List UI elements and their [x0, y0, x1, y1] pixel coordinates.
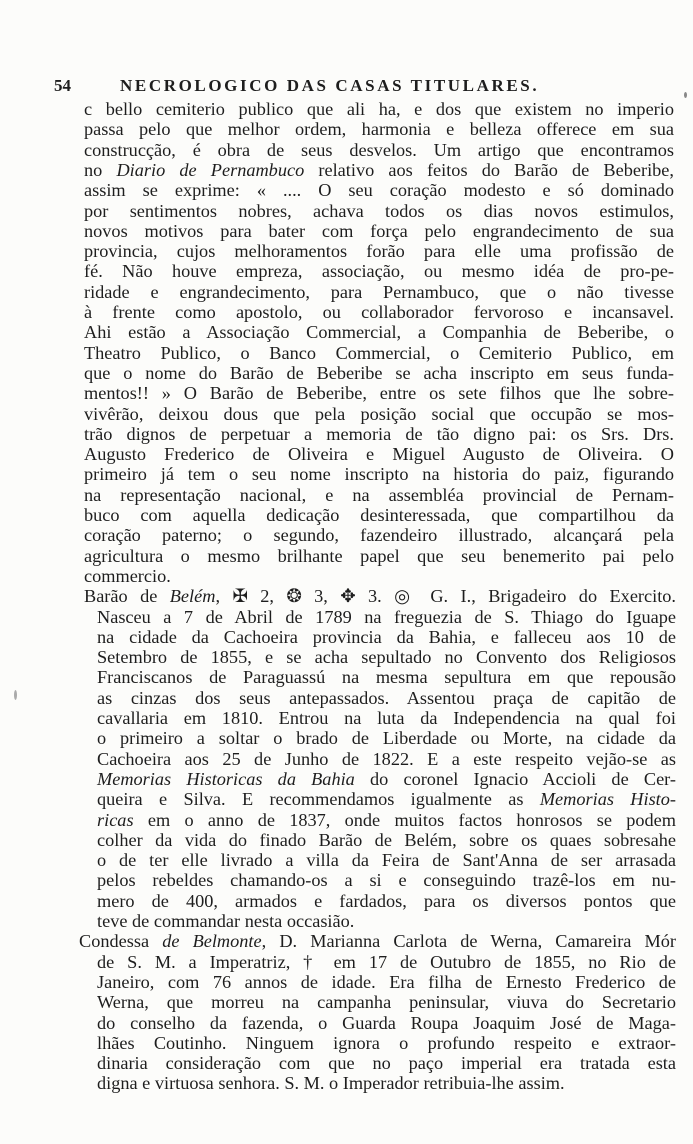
text-segment: Barão de [84, 586, 170, 607]
page-number: 54 [54, 76, 71, 95]
text-line [97, 992, 676, 1012]
text-segment: na cidade da Cachoeira provincia da Bahia, e falleceu aos 10 de [97, 626, 676, 647]
text-line [84, 221, 674, 241]
text-line [84, 241, 674, 261]
text-line [84, 586, 676, 606]
text-segment: em o anno de 1837, onde muitos factos honrosos se podem [133, 809, 676, 830]
text-line [84, 140, 674, 160]
text-line [97, 1013, 676, 1033]
text-line [97, 1033, 676, 1053]
text-segment: Werna, que morreu na campanha peninsular, viuva do Secretario [97, 992, 676, 1013]
text-segment: passa pelo que melhor ordem, harmonia e belleza offerece em sua [84, 119, 674, 140]
text-line [84, 160, 674, 180]
text-segment: Theatro Publico, o Banco Commercial, o Cemiterio Publico, em [84, 342, 674, 363]
text-segment: que o nome do Barão de Beberibe se acha inscripto em seus funda- [84, 362, 674, 383]
italic-text: ricas [97, 809, 134, 830]
text-line [97, 708, 676, 728]
text-segment: mero de 400, armados e fardados, para os diversos pontos que [97, 890, 676, 911]
text-segment: pelos rebeldes chamando-os a si e conseguindo trazê-los em nu- [97, 870, 676, 891]
text-line [84, 261, 674, 281]
text-line [97, 647, 676, 667]
text-segment: vivêrão, deixou dous que pela posição social que occupão se mos- [84, 403, 674, 424]
text-line [84, 404, 674, 424]
text-line [84, 302, 674, 322]
text-segment: por sentimentos nobres, achava todos os dias novos estimulos, [84, 200, 674, 221]
text-line [84, 201, 674, 221]
text-line [84, 363, 674, 383]
text-segment: o de ter elle livrado a villa da Feira de Sant'Anna de ser arrasada [97, 850, 676, 871]
text-segment: , D. Marianna Carlota de Werna, Camareira Mór [261, 931, 676, 952]
text-segment: à frente como apostolo, ou collaborador fervoroso e incansavel. [84, 302, 674, 322]
text-line [84, 383, 674, 403]
text-line [97, 850, 676, 870]
text-segment: no [84, 159, 117, 180]
text-line [84, 282, 674, 302]
text-line [97, 627, 676, 647]
text-segment: Augusto Frederico de Oliveira e Miguel Augusto de Oliveira. O [84, 444, 674, 465]
text-segment: colher da vida do finado Barão de Belém, sobre os quaes sobresahe [97, 829, 676, 850]
scan-speck [14, 690, 17, 700]
text-segment: Ahi estão a Associação Commercial, a Companhia de Beberibe, o [84, 322, 674, 343]
text-line [97, 749, 676, 769]
text-segment: construcção, é obra de seus desvelos. Um artigo que encontramos [84, 139, 674, 160]
text-line [84, 464, 674, 484]
text-line [97, 891, 676, 911]
text-line [84, 99, 674, 119]
text-segment: relativo aos feitos do Barão de Beberibe, [304, 159, 674, 180]
text-line [84, 525, 674, 545]
text-segment: fé. Não houve empreza, associação, ou mesmo idéa de pro-pe- [84, 261, 674, 282]
text-line [97, 972, 676, 992]
text-segment: na representação nacional, e na assembléa provincial de Pernam- [84, 484, 674, 505]
text-segment: coração paterno; o segundo, fazendeiro illustrado, alcançará pela [84, 525, 674, 546]
text-segment: , ✠ 2, ❂ 3, ✥ 3. ◎ G. I., Brigadeiro do Exercito. [215, 586, 677, 607]
text-segment: commercio. [84, 565, 171, 586]
text-segment: Cachoeira aos 25 de Junho de 1822. E a este respeito vejão-se as [97, 748, 676, 769]
text-segment: de S. M. a Imperatriz, † em 17 de Outubro de 1855, no Rio de [97, 951, 676, 972]
text-segment: Nasceu a 7 de Abril de 1789 na freguezia de S. Thiago do Iguape [97, 606, 676, 627]
text-segment: provincia, cujos melhoramentos forão para elle uma profissão de [84, 241, 674, 262]
text-line [97, 607, 676, 627]
text-segment: queira e Silva. E recommendamos igualmente as [97, 789, 540, 810]
running-header [54, 76, 594, 100]
text-segment: agricultura o mesmo brilhante papel que seu benemerito pai pelo [84, 545, 674, 566]
text-line [84, 119, 674, 139]
text-segment: o primeiro a soltar o brado de Liberdade ou Morte, na cidade da [97, 728, 676, 749]
text-line [84, 424, 674, 444]
text-segment: cavallaria em 1810. Entrou na luta da Independencia na qual foi [97, 708, 676, 728]
text-line [97, 1073, 676, 1093]
text-segment: assim se exprime: « .... O seu coração modesto e só dominado [84, 180, 674, 201]
scan-speck [684, 92, 687, 98]
text-segment: lhães Coutinho. Ninguem ignora o profundo respeito e extraor- [97, 1032, 676, 1053]
text-segment: Franciscanos de Paraguassú na mesma sepultura em que repousão [97, 667, 676, 688]
text-segment: Setembro de 1855, e se acha sepultado no Convento dos Religiosos [97, 647, 676, 668]
text-segment: buco com aquella dedicação desinteressada, que compartilhou da [84, 505, 674, 525]
text-line [84, 343, 674, 363]
text-segment: do conselho da fazenda, o Guarda Roupa Joaquim José de Maga- [97, 1012, 676, 1033]
text-line [97, 728, 676, 748]
text-segment: digna e virtuosa senhora. S. M. o Imperador retribuia-lhe assim. [97, 1073, 565, 1094]
italic-text: Memorias Histo- [539, 789, 676, 810]
text-segment: mentos!! » O Barão de Beberibe, entre os sete filhos que lhe sobre- [84, 383, 674, 404]
text-line [97, 810, 676, 830]
text-line [84, 485, 674, 505]
text-segment: ridade e engrandecimento, para Pernambuco, que o não tivesse [84, 281, 674, 302]
text-line [84, 505, 674, 525]
text-line [97, 688, 676, 708]
text-line [97, 911, 676, 931]
italic-text: Belém [169, 586, 216, 607]
text-line [79, 931, 676, 951]
text-segment: primeiro já tem o seu nome inscripto na historia do paiz, figurando [84, 464, 674, 485]
text-segment: dinaria consideração com que no paço imperial era tratada esta [97, 1053, 676, 1074]
text-segment: Condessa [79, 931, 163, 952]
text-segment: do coronel Ignacio Accioli de Cer- [354, 768, 676, 789]
text-segment: Janeiro, com 76 annos de idade. Era filha de Ernesto Frederico de [97, 971, 676, 992]
running-title: NECROLOGICO DAS CASAS TITULARES. [120, 76, 540, 95]
text-line [97, 952, 676, 972]
text-line [97, 1053, 676, 1073]
text-line [97, 830, 676, 850]
text-line [84, 444, 674, 464]
text-segment: as cinzas dos seus antepassados. Assentou praça de capitão de [97, 687, 676, 708]
text-line [84, 180, 674, 200]
text-segment: novos motivos para bater com força pelo engrandecimento de sua [84, 220, 674, 241]
text-line [97, 789, 676, 809]
text-line [97, 667, 676, 687]
italic-text: de Belmonte [162, 931, 262, 952]
text-segment: trão dignos de perpetuar a memoria de tão digno pai: os Srs. Drs. [84, 423, 674, 444]
italic-text: Memorias Historicas da Bahia [97, 768, 355, 789]
text-segment: teve de commandar nesta occasião. [97, 911, 355, 931]
text-line [84, 546, 674, 566]
text-segment: c bello cemiterio publico que ali ha, e dos que existem no imperio [84, 99, 674, 119]
text-line [97, 870, 676, 890]
text-line [84, 322, 674, 342]
text-line [97, 769, 676, 789]
italic-text: Diario de Pernambuco [116, 159, 305, 180]
text-line [84, 566, 674, 586]
